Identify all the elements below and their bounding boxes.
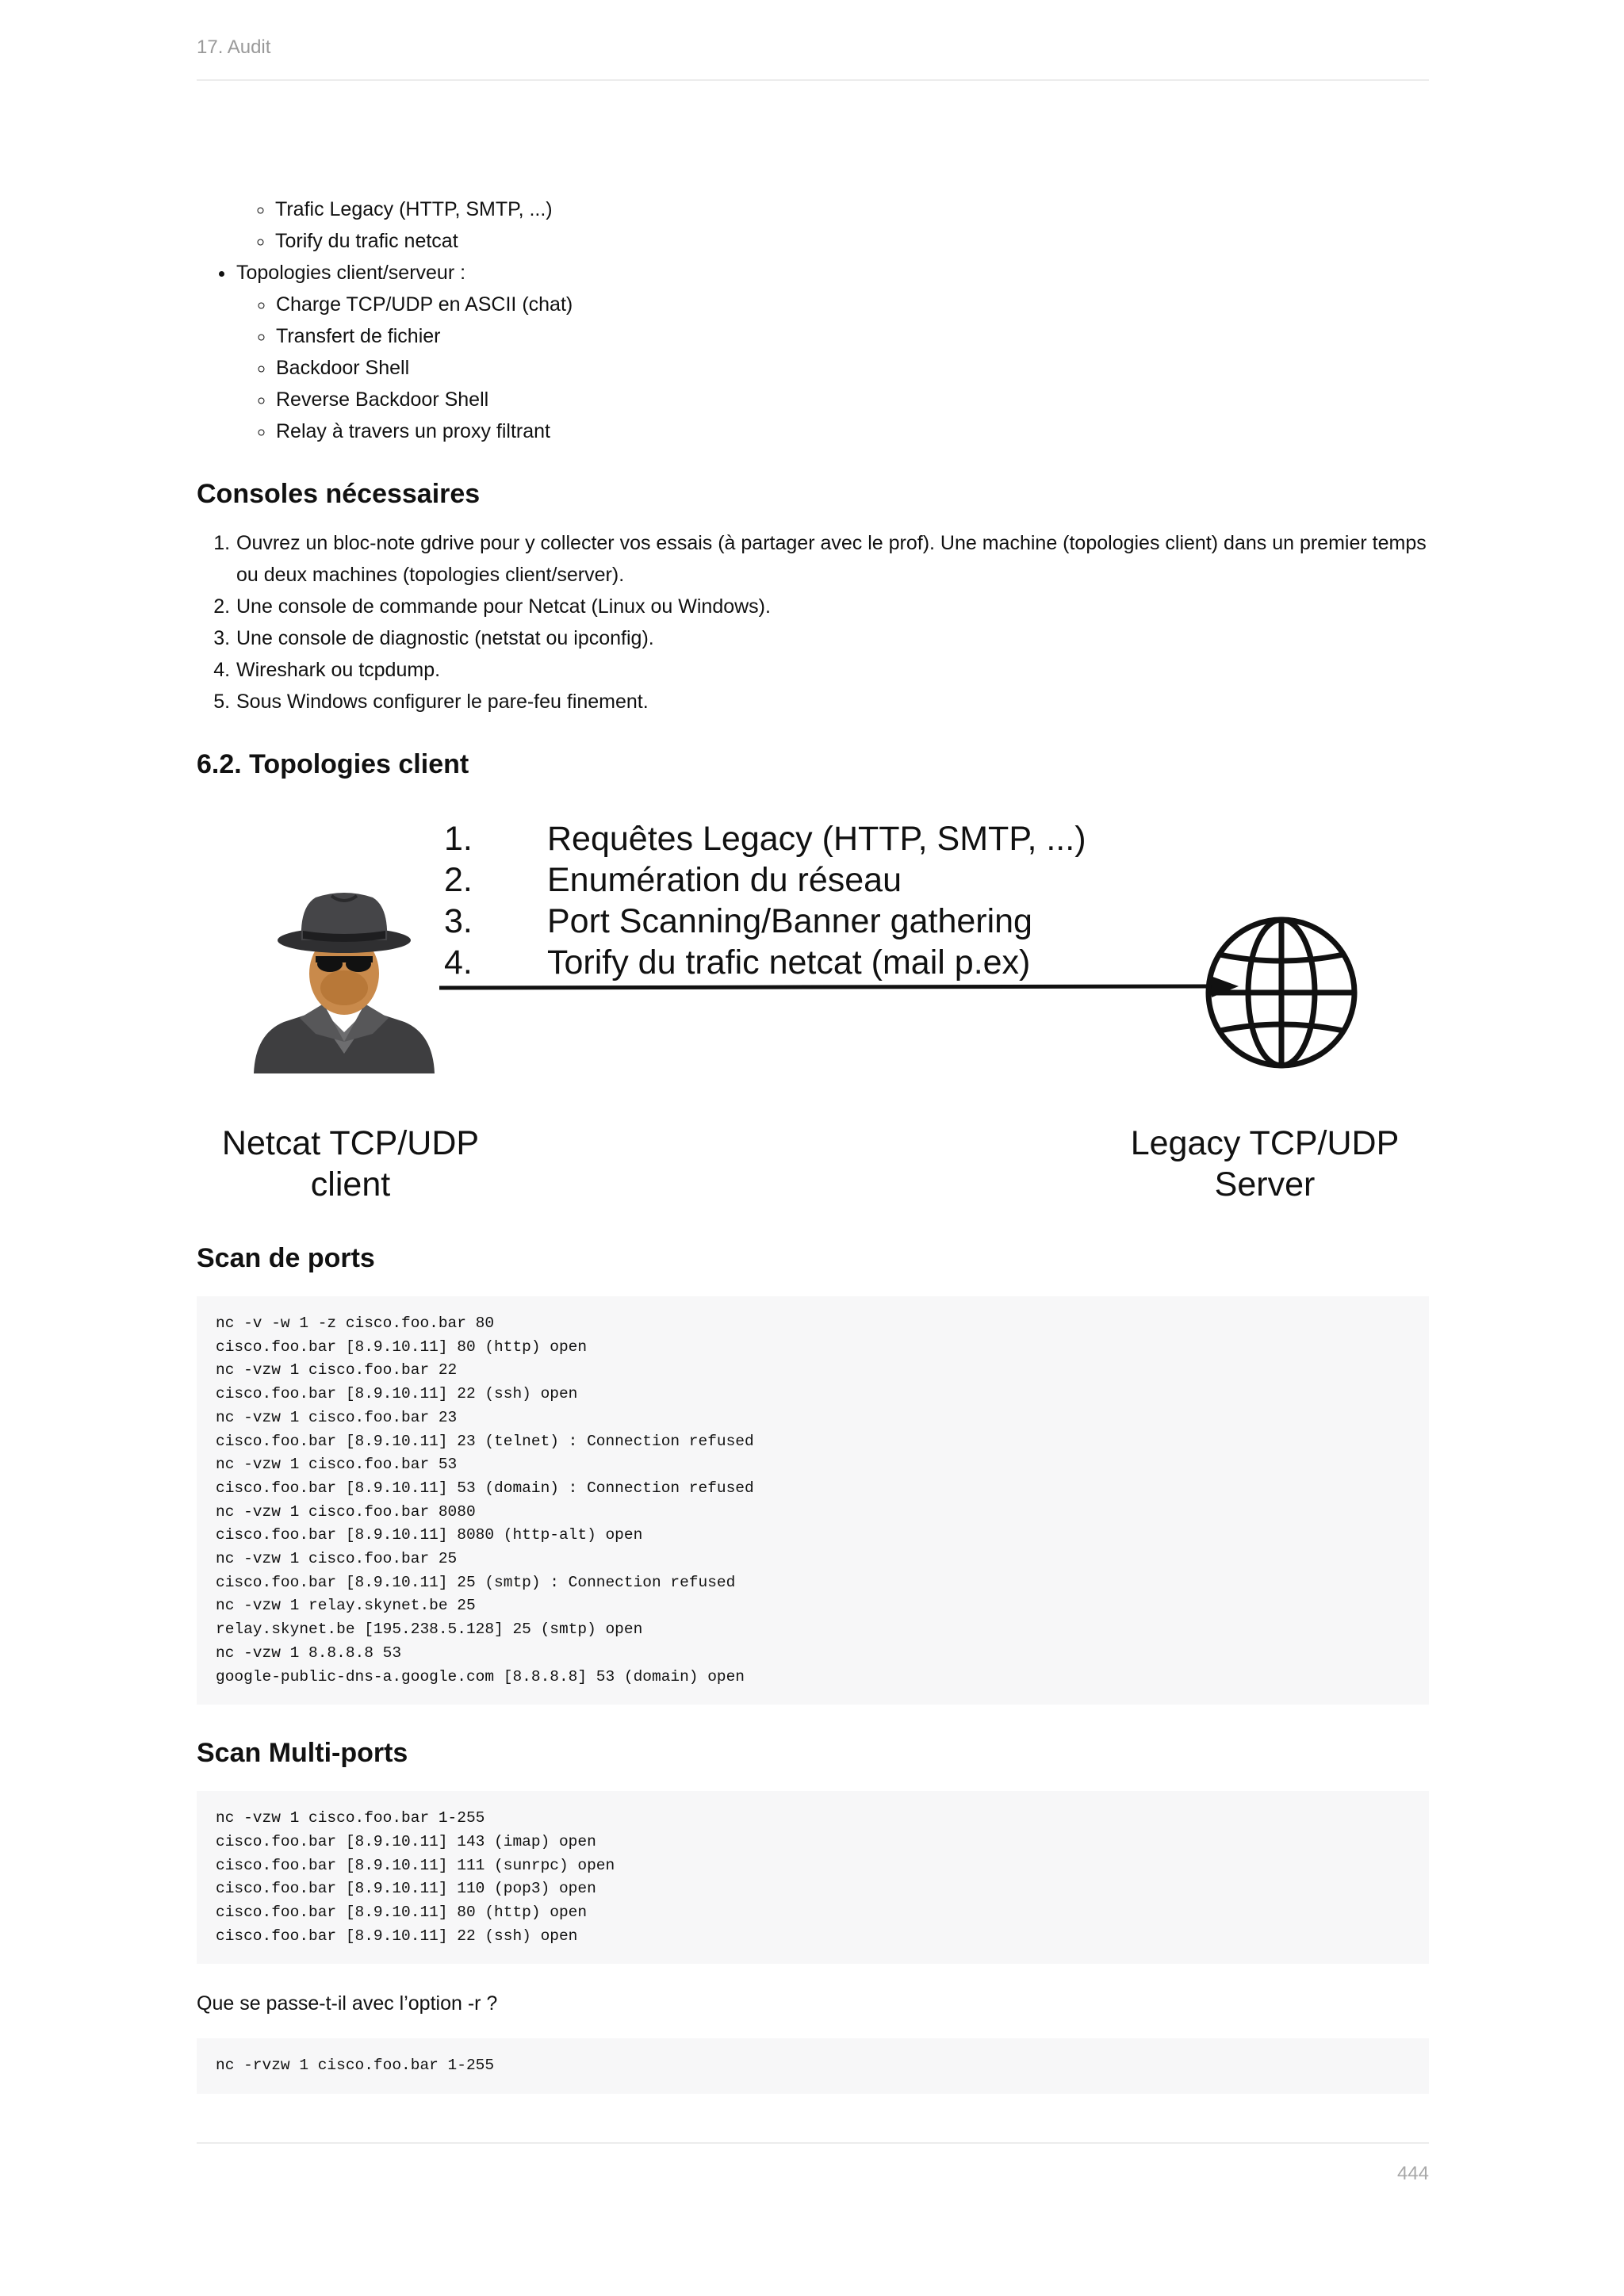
server-label xyxy=(1118,1123,1411,1205)
section-heading-consoles: Consoles nécessaires xyxy=(197,479,481,509)
code-block-scan-ports: nc -v -w 1 -z cisco.foo.bar 80 cisco.foo.bar [8.9.10.11] 80 (http) open nc -vzw 1 cisco.foo.bar 22 cisco.foo.bar [8.9.10.11] 22 (ssh) open nc -vzw 1 cisco.foo.bar 23 cisco.foo.bar [8.9.10.11] 23 (telnet) : Connection refused nc -vzw 1 cisco.foo.bar 53 cisco.foo.bar [8.9.10.11] 53 (domain) : Connection refused nc -vzw 1 cisco.foo.bar 8080 cisco.foo.bar [8.9.10.11] 8080 (http-alt) open nc -vzw 1 cisco.foo.bar 25 cisco.foo.bar [8.9.10.11] 25 (smtp) : Connection refused nc -vzw 1 relay.skynet.be 25 relay.skynet.be [195.238.5.128] 25 (smtp) open nc -vzw 1 8.8.8.8 53 google-public-dns-a.google.com [8.8.8.8] 53 (domain) open xyxy=(197,1296,1429,1705)
section-heading-topologies-client: 6.2. Topologies client xyxy=(197,749,469,779)
list-item: ◦ Torify du trafic netcat xyxy=(274,225,1429,257)
diagram-step xyxy=(444,942,1086,983)
header-divider xyxy=(197,79,1429,81)
list-item: 3. Une console de diagnostic (netstat ou ipconfig). xyxy=(236,622,1429,654)
footer-divider xyxy=(197,2142,1429,2144)
list-item: ◦ Reverse Backdoor Shell xyxy=(275,384,1429,415)
section-heading-scan-multi-ports: Scan Multi-ports xyxy=(197,1738,408,1769)
code-block-scan-multi-ports: nc -vzw 1 cisco.foo.bar 1-255 cisco.foo.bar [8.9.10.11] 143 (imap) open cisco.foo.bar [8.9.10.11] 111 (sunrpc) open cisco.foo.bar [8.9.10.11] 110 (pop3) open cisco.foo.bar [8.9.10.11] 80 (http) open cisco.foo.bar [8.9.10.11] 22 (ssh) open xyxy=(197,1791,1429,1964)
topology-diagram xyxy=(197,780,1429,1240)
list-item-label: Topologies client/serveur : xyxy=(236,262,466,284)
client-label xyxy=(197,1123,504,1205)
continued-sublist xyxy=(197,193,1429,257)
client-label-line: client xyxy=(310,1165,391,1203)
list-item: ◦ Charge TCP/UDP en ASCII (chat) xyxy=(275,289,1429,320)
step-number: 3. xyxy=(444,902,473,940)
step-number: 1. xyxy=(444,820,473,858)
server-label-line: Legacy TCP/UDP xyxy=(1130,1124,1400,1162)
step-text: Torify du trafic netcat (mail p.ex) xyxy=(547,943,1031,982)
list-item: ◦ Transfert de fichier xyxy=(275,320,1429,352)
step-number: 2. xyxy=(444,861,473,899)
page-content xyxy=(197,193,1429,2094)
list-item: 2. Une console de commande pour Netcat (Linux ou Windows). xyxy=(236,591,1429,622)
server-label-line: Server xyxy=(1214,1165,1316,1203)
code-block-option-r: nc -rvzw 1 cisco.foo.bar 1-255 xyxy=(197,2038,1429,2094)
question-text: Que se passe-t-il avec l’option -r ? xyxy=(197,1992,498,2015)
step-text: Port Scanning/Banner gathering xyxy=(547,902,1032,940)
diagram-step xyxy=(444,859,1086,901)
list-item: 4. Wireshark ou tcpdump. xyxy=(236,654,1429,686)
consoles-list xyxy=(197,527,1429,718)
list-item: 1. Ouvrez un bloc-note gdrive pour y collecter vos essais (à partager avec le prof). Une machine (topologies client) dans un premier temps ou deux machines (topologies client/server). xyxy=(236,527,1429,591)
list-item: ◦ Relay à travers un proxy filtrant xyxy=(275,415,1429,447)
list-item-topologies xyxy=(236,257,1429,447)
section-heading-scan-ports: Scan de ports xyxy=(197,1243,375,1273)
list-item: ◦ Trafic Legacy (HTTP, SMTP, ...) xyxy=(274,193,1429,225)
diagram-step xyxy=(444,818,1086,859)
topologies-sublist xyxy=(236,289,1429,447)
diagram-steps xyxy=(444,818,1086,983)
hacker-icon xyxy=(254,893,435,1073)
step-number: 4. xyxy=(444,943,473,982)
step-text: Enumération du réseau xyxy=(547,861,902,899)
diagram-step xyxy=(444,901,1086,942)
globe-icon xyxy=(1208,920,1354,1066)
list-item: ◦ Backdoor Shell xyxy=(275,352,1429,384)
topologies-list xyxy=(197,257,1429,447)
document-page xyxy=(197,0,1429,2296)
running-header: 17. Audit xyxy=(197,36,271,58)
client-label-line: Netcat TCP/UDP xyxy=(221,1124,480,1162)
step-text: Requêtes Legacy (HTTP, SMTP, ...) xyxy=(547,820,1086,858)
list-item: 5. Sous Windows configurer le pare-feu finement. xyxy=(236,686,1429,718)
page-number: 444 xyxy=(1396,2163,1429,2184)
